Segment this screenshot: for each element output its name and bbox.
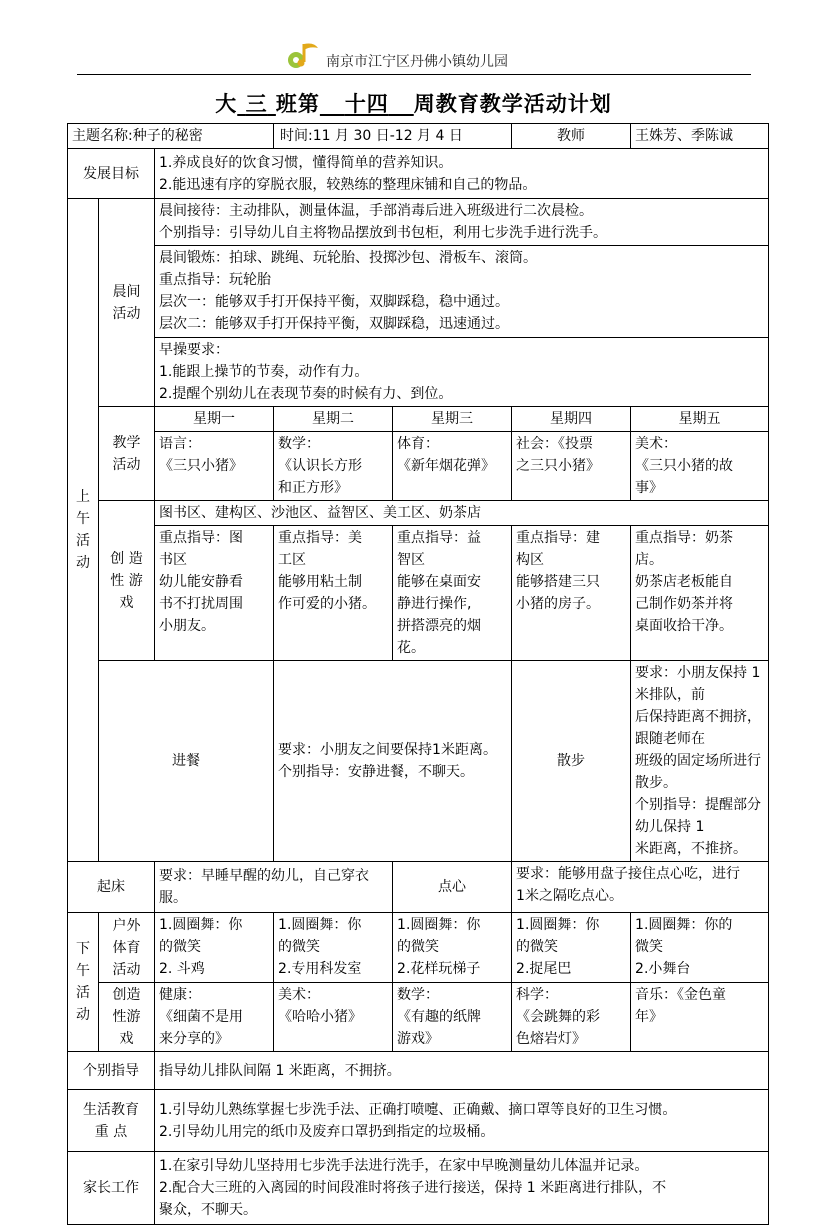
drill-line: 早操要求： <box>159 342 229 358</box>
creative-line: 构区 <box>516 552 545 568</box>
outdoor-cell-tue <box>274 913 393 983</box>
time-label: 时间: <box>280 128 313 144</box>
outdoor-line: 1.圆圈舞：你 <box>397 917 481 933</box>
exercise-line: 重点指导：玩轮胎 <box>159 272 271 288</box>
drill-line: 2.提醒个别幼儿在表现节奏的时候有力、到位。 <box>159 386 453 402</box>
afternoon-creative-label-line: 创造 <box>112 987 141 1003</box>
meal-line: 要求：小朋友之间要保持1米距离。 <box>278 742 497 758</box>
reception-line: 个别指导：引导幼儿自主将物品摆放到书包柜，利用七步洗手进行洗手。 <box>159 225 607 241</box>
afternoon-section-char: 午 <box>76 963 90 979</box>
parents-row <box>68 1152 769 1225</box>
afternoon-creative-tue <box>274 983 393 1052</box>
morning-section-char: 午 <box>76 511 90 527</box>
outdoor-line: 1.圆圈舞：你 <box>278 917 362 933</box>
walk-label: 散步 <box>512 661 631 862</box>
creative-line: 能够搭建三只 <box>516 574 601 590</box>
life-row <box>68 1090 769 1152</box>
creative-line: 桌面收拾干净。 <box>635 618 734 634</box>
teacher-label: 教师 <box>512 124 631 149</box>
afternoon-section-char: 动 <box>76 1007 90 1023</box>
meal-walk-row <box>68 661 769 862</box>
outdoor-line: 的微笑 <box>397 939 440 955</box>
snack-line: 1米之隔吃点心。 <box>516 888 623 904</box>
title-grade: 大 <box>215 91 238 116</box>
teaching-line: 《新年烟花弹》 <box>397 458 496 474</box>
creative-line: 花。 <box>397 640 426 656</box>
creative-line: 店。 <box>635 552 664 568</box>
life-line: 1.引导幼儿熟练掌握七步洗手法、正确打喷嚏、正确戴、摘口罩等良好的卫生习惯。 <box>159 1101 677 1118</box>
creative-line: 小猪的房子。 <box>516 596 601 612</box>
wake-line: 服。 <box>159 890 187 906</box>
afternoon-creative-thu <box>512 983 631 1052</box>
parents-content <box>155 1152 769 1225</box>
morning-activity-label <box>99 199 155 407</box>
parents-line: 聚众，不聊天。 <box>159 1202 257 1218</box>
creative-line: 重点指导：益 <box>397 530 482 546</box>
morning-activity-label-line: 晨间 <box>112 283 141 300</box>
weekday-header: 星期一 <box>155 407 274 432</box>
snack-line: 要求：能够用盘子接住点心吃，进行 <box>516 866 741 882</box>
creative-line: 拼搭漂亮的烟 <box>397 618 482 634</box>
afternoon-creative-line: 《细菌不是用 <box>159 1009 243 1025</box>
theme-label: 主题名称: <box>72 128 133 144</box>
teaching-line: 之三只小猪》 <box>516 458 601 474</box>
creative-line: 能够在桌面安 <box>397 574 482 590</box>
life-label-line: 重 点 <box>94 1123 128 1140</box>
afternoon-creative-line: 《哈哈小猪》 <box>278 1009 363 1025</box>
outdoor-line: 2.专用科发室 <box>278 961 362 977</box>
creative-line: 重点指导：美 <box>278 530 363 546</box>
teaching-cell-tue <box>274 432 393 501</box>
snack-content <box>512 862 769 913</box>
morning-exercise-row <box>68 246 769 338</box>
teaching-cell-thu <box>512 432 631 501</box>
outdoor-line: 2.捉尾巴 <box>516 961 572 977</box>
outdoor-line: 的微笑 <box>159 939 201 955</box>
title-week: 十四 <box>344 91 389 116</box>
afternoon-section-char: 下 <box>76 941 90 957</box>
guidance-content: 指导幼儿排队间隔 1 米距离，不拥挤。 <box>155 1052 769 1090</box>
afternoon-creative-line: 《有趣的纸牌 <box>397 1009 482 1025</box>
teaching-label <box>99 407 155 501</box>
exercise-line: 层次一：能够双手打开保持平衡，双脚踩稳，稳中通过。 <box>159 294 509 310</box>
wake-line: 要求：早睡早醒的幼儿，自己穿衣 <box>159 868 369 884</box>
weekday-header: 星期二 <box>274 407 393 432</box>
creative-cell-tue <box>274 526 393 661</box>
afternoon-creative-line: 音乐：《金色童 <box>635 987 727 1003</box>
wake-snack-row <box>68 862 769 913</box>
afternoon-creative-line: 色熔岩灯》 <box>516 1031 587 1047</box>
teaching-cell-mon <box>155 432 274 501</box>
reception-line: 晨间接待：主动排队，测量体温，手部消毒后进入班级进行二次晨检。 <box>159 203 593 219</box>
afternoon-creative-line: 数学： <box>397 987 440 1003</box>
creative-cell-wed <box>393 526 512 661</box>
wake-label: 起床 <box>68 862 155 913</box>
afternoon-creative-label-line: 性游 <box>112 1009 141 1025</box>
afternoon-creative-line: 游戏》 <box>397 1031 440 1047</box>
afternoon-creative-line: 健康： <box>159 987 201 1003</box>
weekday-header: 星期五 <box>631 407 769 432</box>
header-divider <box>77 74 751 75</box>
outdoor-label-line: 户外 <box>112 917 141 934</box>
creative-line: 奶茶店老板能自 <box>635 574 734 590</box>
outdoor-line: 的微笑 <box>516 939 559 955</box>
title-suffix: 周教育教学活动计划 <box>413 91 612 116</box>
creative-label-line: 性 游 <box>110 572 143 589</box>
morning-section-label <box>68 199 99 862</box>
creative-line: 智区 <box>397 552 426 568</box>
afternoon-creative-row <box>68 983 769 1052</box>
teaching-line: 数学： <box>278 436 321 452</box>
morning-reception <box>155 199 769 246</box>
goals-row <box>68 149 769 199</box>
outdoor-line: 2.花样玩梯子 <box>397 961 481 977</box>
afternoon-creative-wed <box>393 983 512 1052</box>
outdoor-line: 的微笑 <box>278 939 321 955</box>
weekday-header-row <box>68 407 769 432</box>
afternoon-creative-label <box>99 983 155 1052</box>
morning-section-char: 活 <box>76 533 90 549</box>
afternoon-creative-line: 来分享的》 <box>159 1031 229 1047</box>
creative-areas: 图书区、建构区、沙池区、益智区、美工区、奶茶店 <box>155 501 769 526</box>
creative-line: 重点指导：奶茶 <box>635 530 734 546</box>
teaching-row <box>68 432 769 501</box>
morning-drill-row <box>68 338 769 407</box>
teaching-line: 事》 <box>635 480 664 496</box>
outdoor-label-line: 体育 <box>112 939 141 956</box>
creative-line: 小朋友。 <box>159 618 215 634</box>
creative-line: 工区 <box>278 552 307 568</box>
exercise-line: 层次二：能够双手打开保持平衡，双脚踩稳，迅速通过。 <box>159 316 509 332</box>
teaching-line: 社会：《投票 <box>516 436 594 452</box>
creative-line: 己制作奶茶并将 <box>635 596 734 612</box>
teaching-line: 美术： <box>635 436 678 452</box>
morning-exercise <box>155 246 769 338</box>
time-value: 11 月 30 日-12 月 4 日 <box>312 128 463 144</box>
goals-content <box>155 149 769 199</box>
walk-line: 个别指导：提醒部分幼儿保持 1 <box>635 797 762 835</box>
creative-areas-row <box>68 501 769 526</box>
page-title <box>0 88 827 118</box>
creative-line: 幼儿能安静看 <box>159 574 243 590</box>
meal-label: 进餐 <box>99 661 274 862</box>
goal-item: 2.能迅速有序的穿脱衣服，较熟练的整理床铺和自己的物品。 <box>159 176 537 193</box>
creative-line: 作可爱的小猪。 <box>278 596 377 612</box>
teaching-line: 《三只小猪的故 <box>635 458 734 474</box>
outdoor-row <box>68 913 769 983</box>
walk-line: 后保持距离不拥挤，跟随老师在 <box>635 709 762 747</box>
teaching-label-line: 活动 <box>112 456 141 473</box>
outdoor-line: 1.圆圈舞：你 <box>516 917 600 933</box>
goal-item: 1.养成良好的饮食习惯，懂得简单的营养知识。 <box>159 154 453 171</box>
wake-content <box>155 862 393 913</box>
outdoor-line: 1.圆圈舞：你 <box>159 917 243 933</box>
weekday-header: 星期三 <box>393 407 512 432</box>
morning-section-char: 上 <box>76 489 90 505</box>
weekday-header: 星期四 <box>512 407 631 432</box>
life-line: 2.引导幼儿用完的纸巾及废弃口罩扔到指定的垃圾桶。 <box>159 1123 495 1140</box>
outdoor-line: 2. 斗鸡 <box>159 961 205 977</box>
morning-drill <box>155 338 769 407</box>
outdoor-cell-fri <box>631 913 769 983</box>
outdoor-label-line: 活动 <box>112 961 141 978</box>
guidance-label: 个别指导 <box>68 1052 155 1090</box>
creative-line: 重点指导：建 <box>516 530 601 546</box>
morning-section-char: 动 <box>76 555 90 571</box>
afternoon-creative-line: 美术： <box>278 987 321 1003</box>
goals-label: 发展目标 <box>68 149 155 199</box>
creative-label-line: 戏 <box>119 594 134 611</box>
teaching-cell-wed <box>393 432 512 501</box>
afternoon-creative-line: 年》 <box>635 1009 664 1025</box>
teaching-line: 《三只小猪》 <box>159 458 243 474</box>
afternoon-creative-fri <box>631 983 769 1052</box>
outdoor-line: 2.小舞台 <box>635 961 691 977</box>
creative-cell-fri <box>631 526 769 661</box>
afternoon-creative-label-line: 戏 <box>119 1031 134 1047</box>
meal-line: 个别指导：安静进餐，不聊天。 <box>278 764 475 780</box>
life-content <box>155 1090 769 1152</box>
life-label-line: 生活教育 <box>83 1101 139 1118</box>
meal-content <box>274 661 512 862</box>
afternoon-creative-line: 《会跳舞的彩 <box>516 1009 601 1025</box>
drill-line: 1.能跟上操节的节奏，动作有力。 <box>159 364 369 380</box>
afternoon-section-char: 活 <box>76 985 90 1001</box>
teaching-line: 《认识长方形 <box>278 458 363 474</box>
parents-line: 2.配合大三班的入离园的时间段准时将孩子进行接送，保持 1 米距离进行排队，不 <box>159 1180 667 1196</box>
weekly-plan-table <box>67 123 769 1225</box>
theme-value: 种子的秘密 <box>132 128 203 144</box>
kindergarten-logo-icon <box>286 40 322 70</box>
outdoor-cell-wed <box>393 913 512 983</box>
creative-line: 书区 <box>159 552 187 568</box>
outdoor-label <box>99 913 155 983</box>
afternoon-creative-mon <box>155 983 274 1052</box>
teaching-line: 和正方形》 <box>278 480 349 496</box>
title-mid: 班第 <box>275 91 320 116</box>
info-row <box>68 124 769 149</box>
creative-label <box>99 501 155 661</box>
guidance-row <box>68 1052 769 1090</box>
teaching-line: 语言： <box>159 436 201 452</box>
outdoor-line: 微笑 <box>635 939 664 955</box>
creative-line: 能够用粘土制 <box>278 574 363 590</box>
walk-line: 米距离，不推挤。 <box>635 841 748 857</box>
page-header <box>0 38 827 78</box>
parents-label: 家长工作 <box>68 1152 155 1225</box>
theme-cell <box>68 124 274 149</box>
walk-content <box>631 661 769 862</box>
teaching-label-line: 教学 <box>112 434 141 451</box>
outdoor-cell-thu <box>512 913 631 983</box>
afternoon-section-label <box>68 913 99 1052</box>
teaching-line: 体育： <box>397 436 440 452</box>
snack-label: 点心 <box>393 862 512 913</box>
teaching-cell-fri <box>631 432 769 501</box>
title-class: 三 <box>245 91 268 116</box>
teacher-value: 王姝芳、季陈诚 <box>631 124 769 149</box>
creative-cell-thu <box>512 526 631 661</box>
outdoor-line: 1.圆圈舞：你的 <box>635 917 733 933</box>
parents-line: 1.在家引导幼儿坚持用七步洗手法进行洗手，在家中早晚测量幼儿体温并记录。 <box>159 1158 649 1174</box>
walk-line: 要求：小朋友保持 1 米排队，前 <box>635 665 761 703</box>
outdoor-cell-mon <box>155 913 274 983</box>
creative-line: 书不打扰周围 <box>159 596 243 612</box>
creative-row <box>68 526 769 661</box>
school-name: 南京市江宁区丹佛小镇幼儿园 <box>326 54 508 70</box>
morning-activity-label-line: 活动 <box>112 305 141 322</box>
creative-cell-mon <box>155 526 274 661</box>
creative-line: 静进行操作, <box>397 596 472 612</box>
creative-label-line: 创 造 <box>110 550 143 567</box>
exercise-line: 晨间锻炼：拍球、跳绳、玩轮胎、投掷沙包、滑板车、滚筒。 <box>159 250 537 266</box>
time-cell <box>274 124 512 149</box>
walk-line: 班级的固定场所进行散步。 <box>635 753 762 791</box>
life-label <box>68 1090 155 1152</box>
creative-line: 重点指导：图 <box>159 530 243 546</box>
morning-reception-row <box>68 199 769 246</box>
afternoon-creative-line: 科学： <box>516 987 559 1003</box>
